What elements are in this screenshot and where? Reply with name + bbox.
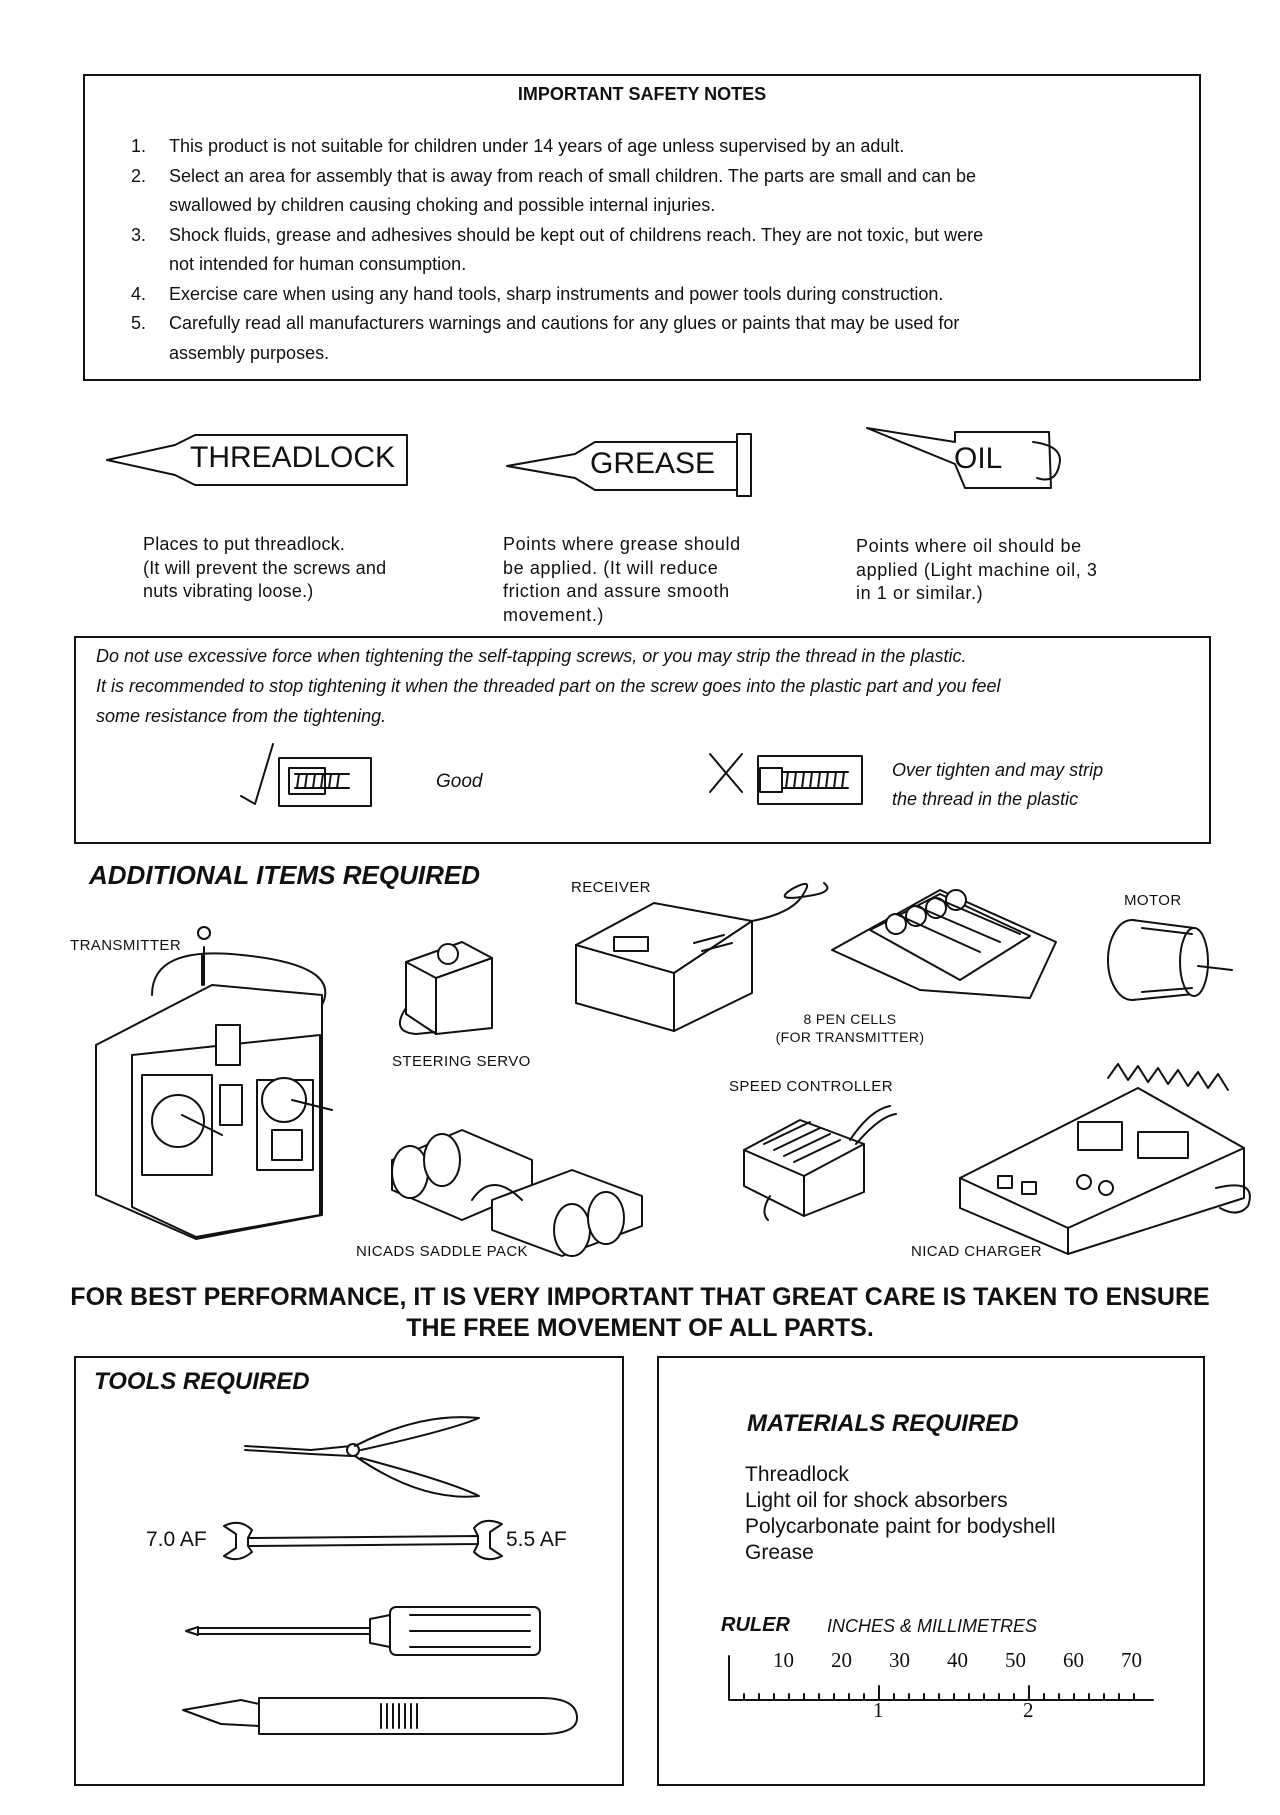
spanner-right-size: 5.5 AF: [506, 1528, 567, 1551]
craft-knife-icon: [181, 1690, 581, 1740]
material-item: Grease: [745, 1541, 814, 1564]
ruler-inch-label: 2: [1023, 1698, 1034, 1722]
motor-label: MOTOR: [1124, 892, 1182, 909]
safety-note-2: 2. Select an area for assembly that is away from reach of small children. The parts are small and can be swallowed by children causing choking and possible internal injuries.: [131, 165, 977, 215]
transmitter-label: TRANSMITTER: [70, 937, 182, 954]
ruler: [727, 1648, 1157, 1722]
ruler-mm-label: 40: [947, 1648, 968, 1672]
nicad-charger-icon: [958, 1058, 1258, 1258]
ruler-mm-label: 70: [1121, 1648, 1142, 1672]
pen-cells-icon: [830, 880, 1060, 1010]
pliers-icon: [241, 1406, 481, 1506]
materials-required-box: [657, 1356, 1205, 1786]
ruler-units: INCHES & MILLIMETRES: [827, 1616, 1038, 1636]
steering-servo-label: STEERING SERVO: [392, 1053, 531, 1070]
tools-required-heading: TOOLS REQUIRED: [94, 1368, 310, 1395]
ruler-mm-label: 20: [831, 1648, 852, 1672]
nicad-charger-label: NICAD CHARGER: [911, 1243, 1043, 1260]
materials-list: [745, 1462, 1056, 1566]
transmitter-icon: [92, 925, 422, 1245]
materials-required-heading: MATERIALS REQUIRED: [747, 1410, 1019, 1437]
motor-icon: [1082, 910, 1242, 1010]
spanner-icon: [218, 1516, 508, 1566]
safety-notes-title: IMPORTANT SAFETY NOTES: [517, 84, 767, 104]
nicads-saddle-pack-icon: [382, 1110, 652, 1260]
material-item: Light oil for shock absorbers: [745, 1489, 1008, 1512]
additional-items-heading: ADDITIONAL ITEMS REQUIRED: [89, 860, 480, 890]
performance-banner: FOR BEST PERFORMANCE, IT IS VERY IMPORTANT THAT GREAT CARE IS TAKEN TO ENSURE THE FREE MOVEMENT OF ALL PARTS.: [70, 1283, 1210, 1342]
material-item: Threadlock: [745, 1463, 849, 1486]
ruler-mm-label: 50: [1005, 1648, 1026, 1672]
ruler-mm-label: 60: [1063, 1648, 1084, 1672]
safety-notes-list: [123, 132, 983, 368]
speed-controller-label: SPEED CONTROLLER: [729, 1078, 893, 1095]
spanner-left-size: 7.0 AF: [146, 1528, 207, 1551]
ruler-mm-label: 30: [889, 1648, 910, 1672]
steering-servo-icon: [392, 928, 502, 1038]
threadlock-description: Places to put threadlock. (It will prevent the screws and nuts vibrating loose.): [143, 534, 387, 601]
screwdriver-icon: [184, 1603, 554, 1659]
safety-notes-box: [83, 74, 1201, 381]
screw-warning-line-1: Do not use excessive force when tightening the self-tapping screws, or you may strip the thread in the plastic.: [96, 646, 967, 666]
pen-cells-label: 8 PEN CELLS (FOR TRANSMITTER): [775, 1011, 925, 1045]
safety-note-3: 3. Shock fluids, grease and adhesives should be kept out of childrens reach. They are not toxic, but were not intended for human consumption.: [131, 224, 984, 274]
ruler-inch-label: 1: [873, 1698, 884, 1722]
screw-warning-box: [74, 636, 1211, 844]
tools-required-box: [74, 1356, 624, 1786]
ruler-label: RULER: [721, 1614, 790, 1636]
material-item: Polycarbonate paint for bodyshell: [745, 1515, 1056, 1538]
ruler-mm-label: 10: [773, 1648, 794, 1672]
threadlock-tag-label: THREADLOCK: [190, 441, 396, 474]
safety-note-4: 4. Exercise care when using any hand tools, sharp instruments and power tools during construction.: [131, 283, 944, 304]
grease-tag-label: GREASE: [590, 447, 716, 480]
screw-warning-line-2: It is recommended to stop tightening it when the threaded part on the screw goes into the plastic part and you feel: [96, 676, 1001, 696]
good-label: Good: [436, 771, 483, 792]
safety-note-5: 5. Carefully read all manufacturers warnings and cautions for any glues or paints that may be used for assembly purposes.: [131, 313, 960, 363]
receiver-label: RECEIVER: [571, 879, 651, 896]
nicads-label: NICADS SADDLE PACK: [356, 1243, 528, 1260]
safety-note-1: 1. This product is not suitable for children under 14 years of age unless supervised by an adult.: [131, 136, 905, 156]
oil-tag-label: OIL: [954, 442, 1003, 475]
good-check-icon: [239, 740, 569, 820]
grease-description: Points where grease should be applied. (It will reduce friction and assure smooth movement.): [503, 534, 741, 625]
speed-controller-icon: [740, 1100, 900, 1220]
oil-description: Points where oil should be applied (Light machine oil, 3 in 1 or similar.): [856, 536, 1098, 603]
over-tighten-label: Over tighten and may strip the thread in the plastic: [892, 760, 1104, 809]
screw-warning-line-3: some resistance from the tightening.: [96, 706, 387, 726]
